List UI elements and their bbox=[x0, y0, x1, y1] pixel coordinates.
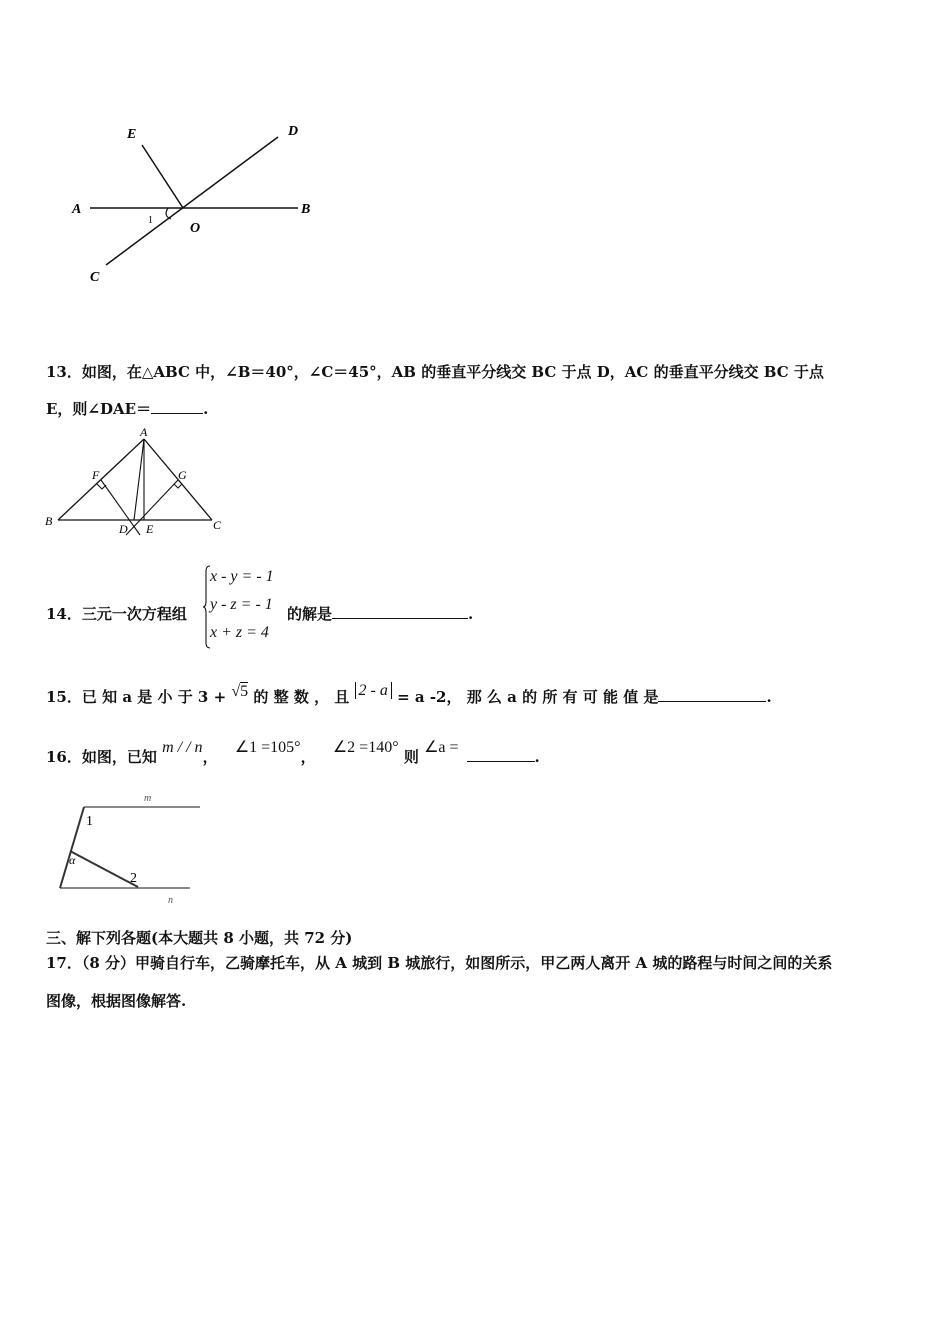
answer-blank-15[interactable] bbox=[658, 687, 766, 702]
question-15-end: . bbox=[766, 688, 772, 706]
question-16-text: 16．如图，已知 bbox=[46, 748, 157, 766]
label-1: 1 bbox=[86, 814, 93, 829]
equation-2: y - z = - 1 bbox=[210, 596, 273, 613]
answer-blank-14[interactable] bbox=[332, 604, 468, 619]
angle-1-value: ∠1 =105° bbox=[234, 739, 301, 756]
section-3-title: 三、解下列各题(本大题共 8 小题，共 72 分) bbox=[46, 929, 353, 947]
label-f: F bbox=[92, 468, 100, 482]
figure-triangle-abc bbox=[40, 425, 230, 543]
figure-intersecting-lines bbox=[60, 115, 340, 295]
label-n: n bbox=[168, 895, 173, 906]
equation-3: x + z = 4 bbox=[210, 624, 269, 641]
label-e: E bbox=[146, 522, 154, 536]
side-ab bbox=[58, 439, 144, 520]
abs-expression bbox=[355, 682, 392, 699]
right-angle-g bbox=[174, 484, 182, 488]
label-d: D bbox=[288, 124, 299, 139]
label-b: B bbox=[45, 514, 53, 528]
equation-1: x - y = - 1 bbox=[210, 568, 274, 585]
label-a: A bbox=[72, 202, 82, 217]
question-15-after-abs: = a -2， 那 么 a 的 所 有 可 能 值 是 bbox=[397, 688, 659, 706]
question-17-line2: 图像，根据图像解答. bbox=[46, 992, 187, 1010]
angle-2-value: ∠2 =140° bbox=[332, 739, 399, 756]
line-cd bbox=[106, 137, 278, 265]
transversal bbox=[60, 807, 84, 888]
separator-1: ， bbox=[202, 748, 218, 766]
ray-oe bbox=[142, 145, 183, 208]
question-15-text: 15．已 知 a 是 小 于 3 + bbox=[46, 688, 227, 706]
label-g: G bbox=[178, 468, 187, 482]
label-o: O bbox=[190, 221, 201, 236]
sqrt-expression: √5 bbox=[231, 683, 249, 700]
segment-ad bbox=[134, 439, 144, 520]
question-13-line1: 13．如图，在△ABC 中，∠B＝40°，∠C＝45°，AB 的垂直平分线交 BC 于点 D，AC 的垂直平分线交 BC 于点 bbox=[46, 363, 824, 381]
label-alpha: α bbox=[69, 853, 76, 867]
question-14-tail bbox=[287, 603, 473, 624]
question-13-line2 bbox=[46, 398, 208, 419]
equation-system bbox=[203, 565, 293, 649]
answer-blank-16[interactable] bbox=[467, 747, 535, 762]
separator-2: ， bbox=[300, 748, 316, 766]
answer-blank-13[interactable] bbox=[151, 399, 203, 414]
label-m: m bbox=[144, 793, 152, 804]
question-16-end: . bbox=[534, 748, 540, 766]
question-15-middle: 的 整 数 ， 且 bbox=[253, 688, 350, 706]
label-2: 2 bbox=[130, 871, 137, 886]
question-14-text: 14．三元一次方程组 bbox=[46, 605, 187, 623]
parallel-expression: m / / n bbox=[162, 739, 203, 756]
question-16 bbox=[46, 739, 540, 767]
label-d: D bbox=[119, 522, 128, 536]
question-14-end: . bbox=[468, 605, 474, 623]
question-14 bbox=[46, 603, 187, 624]
abs-inner: 2 - a bbox=[358, 682, 388, 699]
question-14-suffix: 的解是 bbox=[287, 605, 333, 623]
question-13-text: E，则∠DAE＝ bbox=[46, 400, 152, 418]
angle-a-expression: ∠a = bbox=[424, 739, 459, 756]
label-b: B bbox=[301, 202, 311, 217]
question-16-then: 则 bbox=[403, 748, 419, 766]
label-angle-1: 1 bbox=[148, 215, 153, 226]
label-e: E bbox=[127, 127, 137, 142]
label-c: C bbox=[213, 518, 222, 532]
label-a: A bbox=[140, 425, 148, 439]
question-13-end: . bbox=[203, 400, 209, 418]
question-15 bbox=[46, 682, 772, 707]
figure-parallel-lines bbox=[50, 785, 210, 910]
segment-alpha bbox=[70, 851, 138, 887]
sqrt-radicand: 5 bbox=[240, 683, 249, 700]
label-c: C bbox=[90, 270, 100, 285]
question-17-line1: 17．（8 分）甲骑自行车，乙骑摩托车，从 A 城到 B 城旅行，如图所示，甲乙两人离开 A 城的路程与时间之间的关系 bbox=[46, 954, 833, 972]
